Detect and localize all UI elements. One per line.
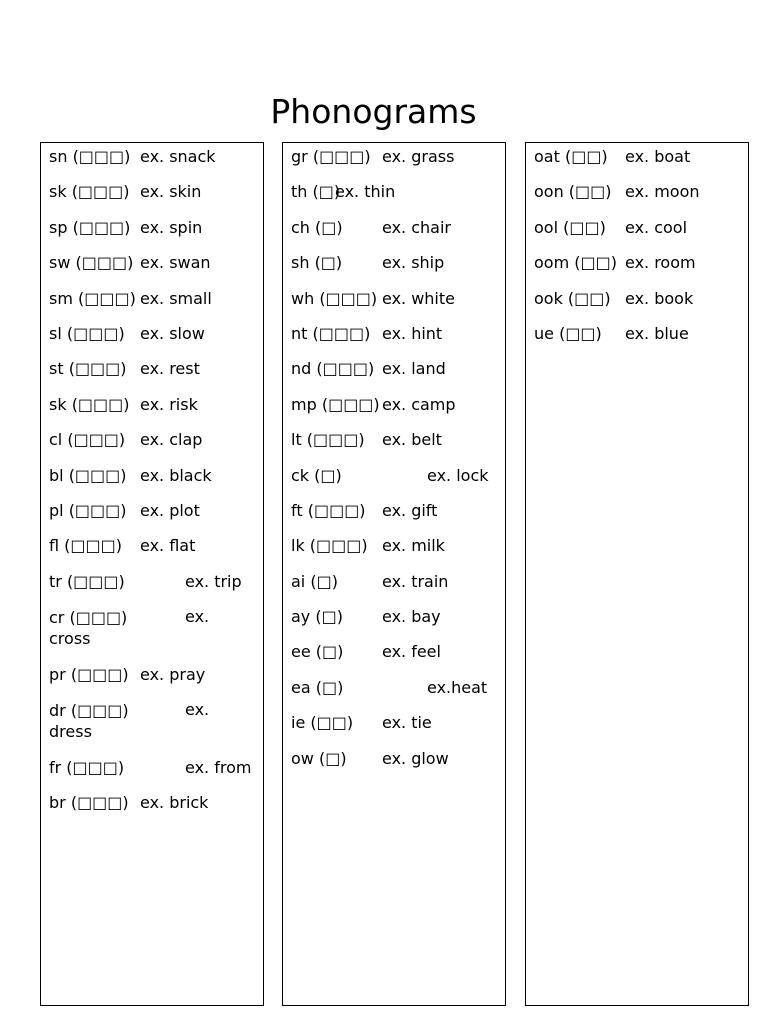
phonogram-label: oon (□□) [534, 182, 612, 202]
phonogram-column-1 [40, 142, 264, 1006]
phonogram-label: sh (□) [291, 253, 343, 273]
list-item [49, 359, 257, 394]
phonogram-label: sk (□□□) [49, 394, 130, 414]
list-item [291, 572, 499, 607]
phonogram-label: st (□□□) [49, 359, 127, 379]
list-item [291, 501, 499, 536]
list-item [291, 359, 499, 394]
phonogram-label: sk (□□□) [49, 182, 130, 202]
example-word: ex.heat [427, 677, 488, 697]
example-word: ex. room [625, 253, 696, 273]
phonogram-label: ue (□□) [534, 323, 602, 343]
list-item [534, 147, 742, 182]
example-word-wrapped: dress [49, 722, 92, 742]
example-word: ex. skin [140, 182, 202, 202]
phonogram-label: sn (□□□) [49, 147, 131, 166]
example-word: ex. book [625, 288, 694, 308]
phonogram-label: ool (□□) [534, 217, 606, 237]
list-item [49, 182, 257, 217]
phonogram-label: sp (□□□) [49, 217, 131, 237]
phonogram-label: tr (□□□) [49, 571, 125, 591]
phonogram-label: ook (□□) [534, 288, 611, 308]
example-word-wrapped: cross [49, 629, 91, 649]
phonogram-label: ck (□) [291, 465, 342, 485]
phonogram-label: lk (□□□) [291, 536, 368, 556]
phonogram-label: wh (□□□) [291, 288, 378, 308]
list-item [49, 700, 257, 758]
list-item [49, 466, 257, 501]
phonogram-label: nt (□□□) [291, 323, 371, 343]
phonogram-label: pl (□□□) [49, 500, 127, 520]
example-word: ex. white [382, 288, 455, 308]
list-item [49, 758, 257, 793]
example-word: ex. feel [382, 642, 441, 662]
phonogram-label: sm (□□□) [49, 288, 136, 308]
list-item [291, 324, 499, 359]
phonogram-label: fr (□□□) [49, 757, 125, 777]
example-word: ex. from [185, 757, 252, 777]
phonogram-label: ie (□□) [291, 713, 354, 733]
list-item [291, 642, 499, 677]
example-word: ex. bay [382, 607, 441, 627]
page-title: Phonograms [270, 92, 477, 131]
example-word: ex. tie [382, 713, 432, 733]
phonogram-label: oat (□□) [534, 147, 608, 166]
phonogram-label: cl (□□□) [49, 430, 126, 450]
phonogram-label: dr (□□□) [49, 701, 129, 721]
list-item [534, 218, 742, 253]
example-word: ex. milk [382, 536, 445, 556]
list-item [49, 289, 257, 324]
list-item [534, 324, 742, 359]
phonogram-label: nd (□□□) [291, 359, 375, 379]
example-word: ex. ship [382, 253, 445, 273]
list-item [291, 430, 499, 465]
example-word: ex. clap [140, 430, 203, 450]
list-item [49, 218, 257, 253]
list-item [291, 678, 499, 713]
phonogram-column-3 [525, 142, 749, 1006]
list-item [534, 289, 742, 324]
list-item [49, 665, 257, 700]
list-item [49, 607, 257, 665]
example-word: ex. moon [625, 182, 700, 202]
phonogram-label: bl (□□□) [49, 465, 127, 485]
list-item [49, 501, 257, 536]
phonogram-label: pr (□□□) [49, 664, 129, 684]
list-item [49, 147, 257, 182]
phonogram-column-2 [282, 142, 506, 1006]
example-word: ex. [185, 607, 210, 627]
phonogram-label: fl (□□□) [49, 536, 122, 556]
example-word: ex. rest [140, 359, 200, 379]
list-item [49, 324, 257, 359]
phonogram-label: ea (□) [291, 677, 344, 697]
example-word: ex. cool [625, 217, 688, 237]
example-word: ex. gift [382, 500, 438, 520]
phonogram-label: ow (□) [291, 748, 347, 768]
list-item [291, 395, 499, 430]
example-word: ex. snack [140, 147, 216, 166]
example-word: ex. land [382, 359, 446, 379]
example-word: ex. grass [382, 147, 455, 166]
list-item [291, 147, 499, 182]
list-item [291, 253, 499, 288]
example-word: ex. spin [140, 217, 203, 237]
list-item [49, 430, 257, 465]
phonogram-label: mp (□□□) [291, 394, 380, 414]
phonogram-label: gr (□□□) [291, 147, 371, 166]
list-item [291, 289, 499, 324]
example-word: ex. slow [140, 323, 205, 343]
example-word: ex. train [382, 571, 449, 591]
example-word: ex. glow [382, 748, 449, 768]
example-word: ex. small [140, 288, 212, 308]
list-item [49, 793, 257, 828]
phonogram-label: lt (□□□) [291, 430, 365, 450]
example-word: ex. pray [140, 664, 206, 684]
example-word: ex. trip [185, 571, 242, 591]
phonogram-label: cr (□□□) [49, 608, 128, 628]
list-item [291, 536, 499, 571]
list-item [291, 466, 499, 501]
phonogram-label: sl (□□□) [49, 323, 125, 343]
list-item [291, 218, 499, 253]
list-item [291, 713, 499, 748]
phonogram-label: ft (□□□) [291, 500, 366, 520]
example-word: ex. risk [140, 394, 198, 414]
example-word: ex. boat [625, 147, 691, 166]
list-item [534, 182, 742, 217]
example-word: ex. hint [382, 323, 443, 343]
example-word: ex. chair [382, 217, 451, 237]
example-word: ex. belt [382, 430, 442, 450]
example-word: ex. camp [382, 394, 456, 414]
list-item [49, 572, 257, 607]
example-word: ex. flat [140, 536, 196, 556]
phonogram-label: sw (□□□) [49, 253, 134, 273]
example-word: ex. lock [427, 465, 489, 485]
phonogram-label: ai (□) [291, 571, 338, 591]
list-item [49, 395, 257, 430]
phonogram-label: ee (□) [291, 642, 344, 662]
phonogram-label: ay (□) [291, 607, 343, 627]
example-word: ex. swan [140, 253, 211, 273]
phonogram-label: ch (□) [291, 217, 343, 237]
list-item [534, 253, 742, 288]
example-word: ex. brick [140, 793, 209, 813]
example-word: ex. [185, 700, 210, 720]
phonogram-label: br (□□□) [49, 793, 129, 813]
list-item [49, 536, 257, 571]
example-word: ex. plot [140, 500, 200, 520]
example-word: ex. black [140, 465, 212, 485]
list-item [291, 749, 499, 784]
list-item [291, 607, 499, 642]
list-item [49, 253, 257, 288]
list-item [291, 182, 499, 217]
example-word: ex. blue [625, 323, 689, 343]
phonogram-label: th (□) [291, 182, 341, 202]
phonogram-label: oom (□□) [534, 253, 617, 273]
example-word: ex. thin [335, 182, 396, 202]
